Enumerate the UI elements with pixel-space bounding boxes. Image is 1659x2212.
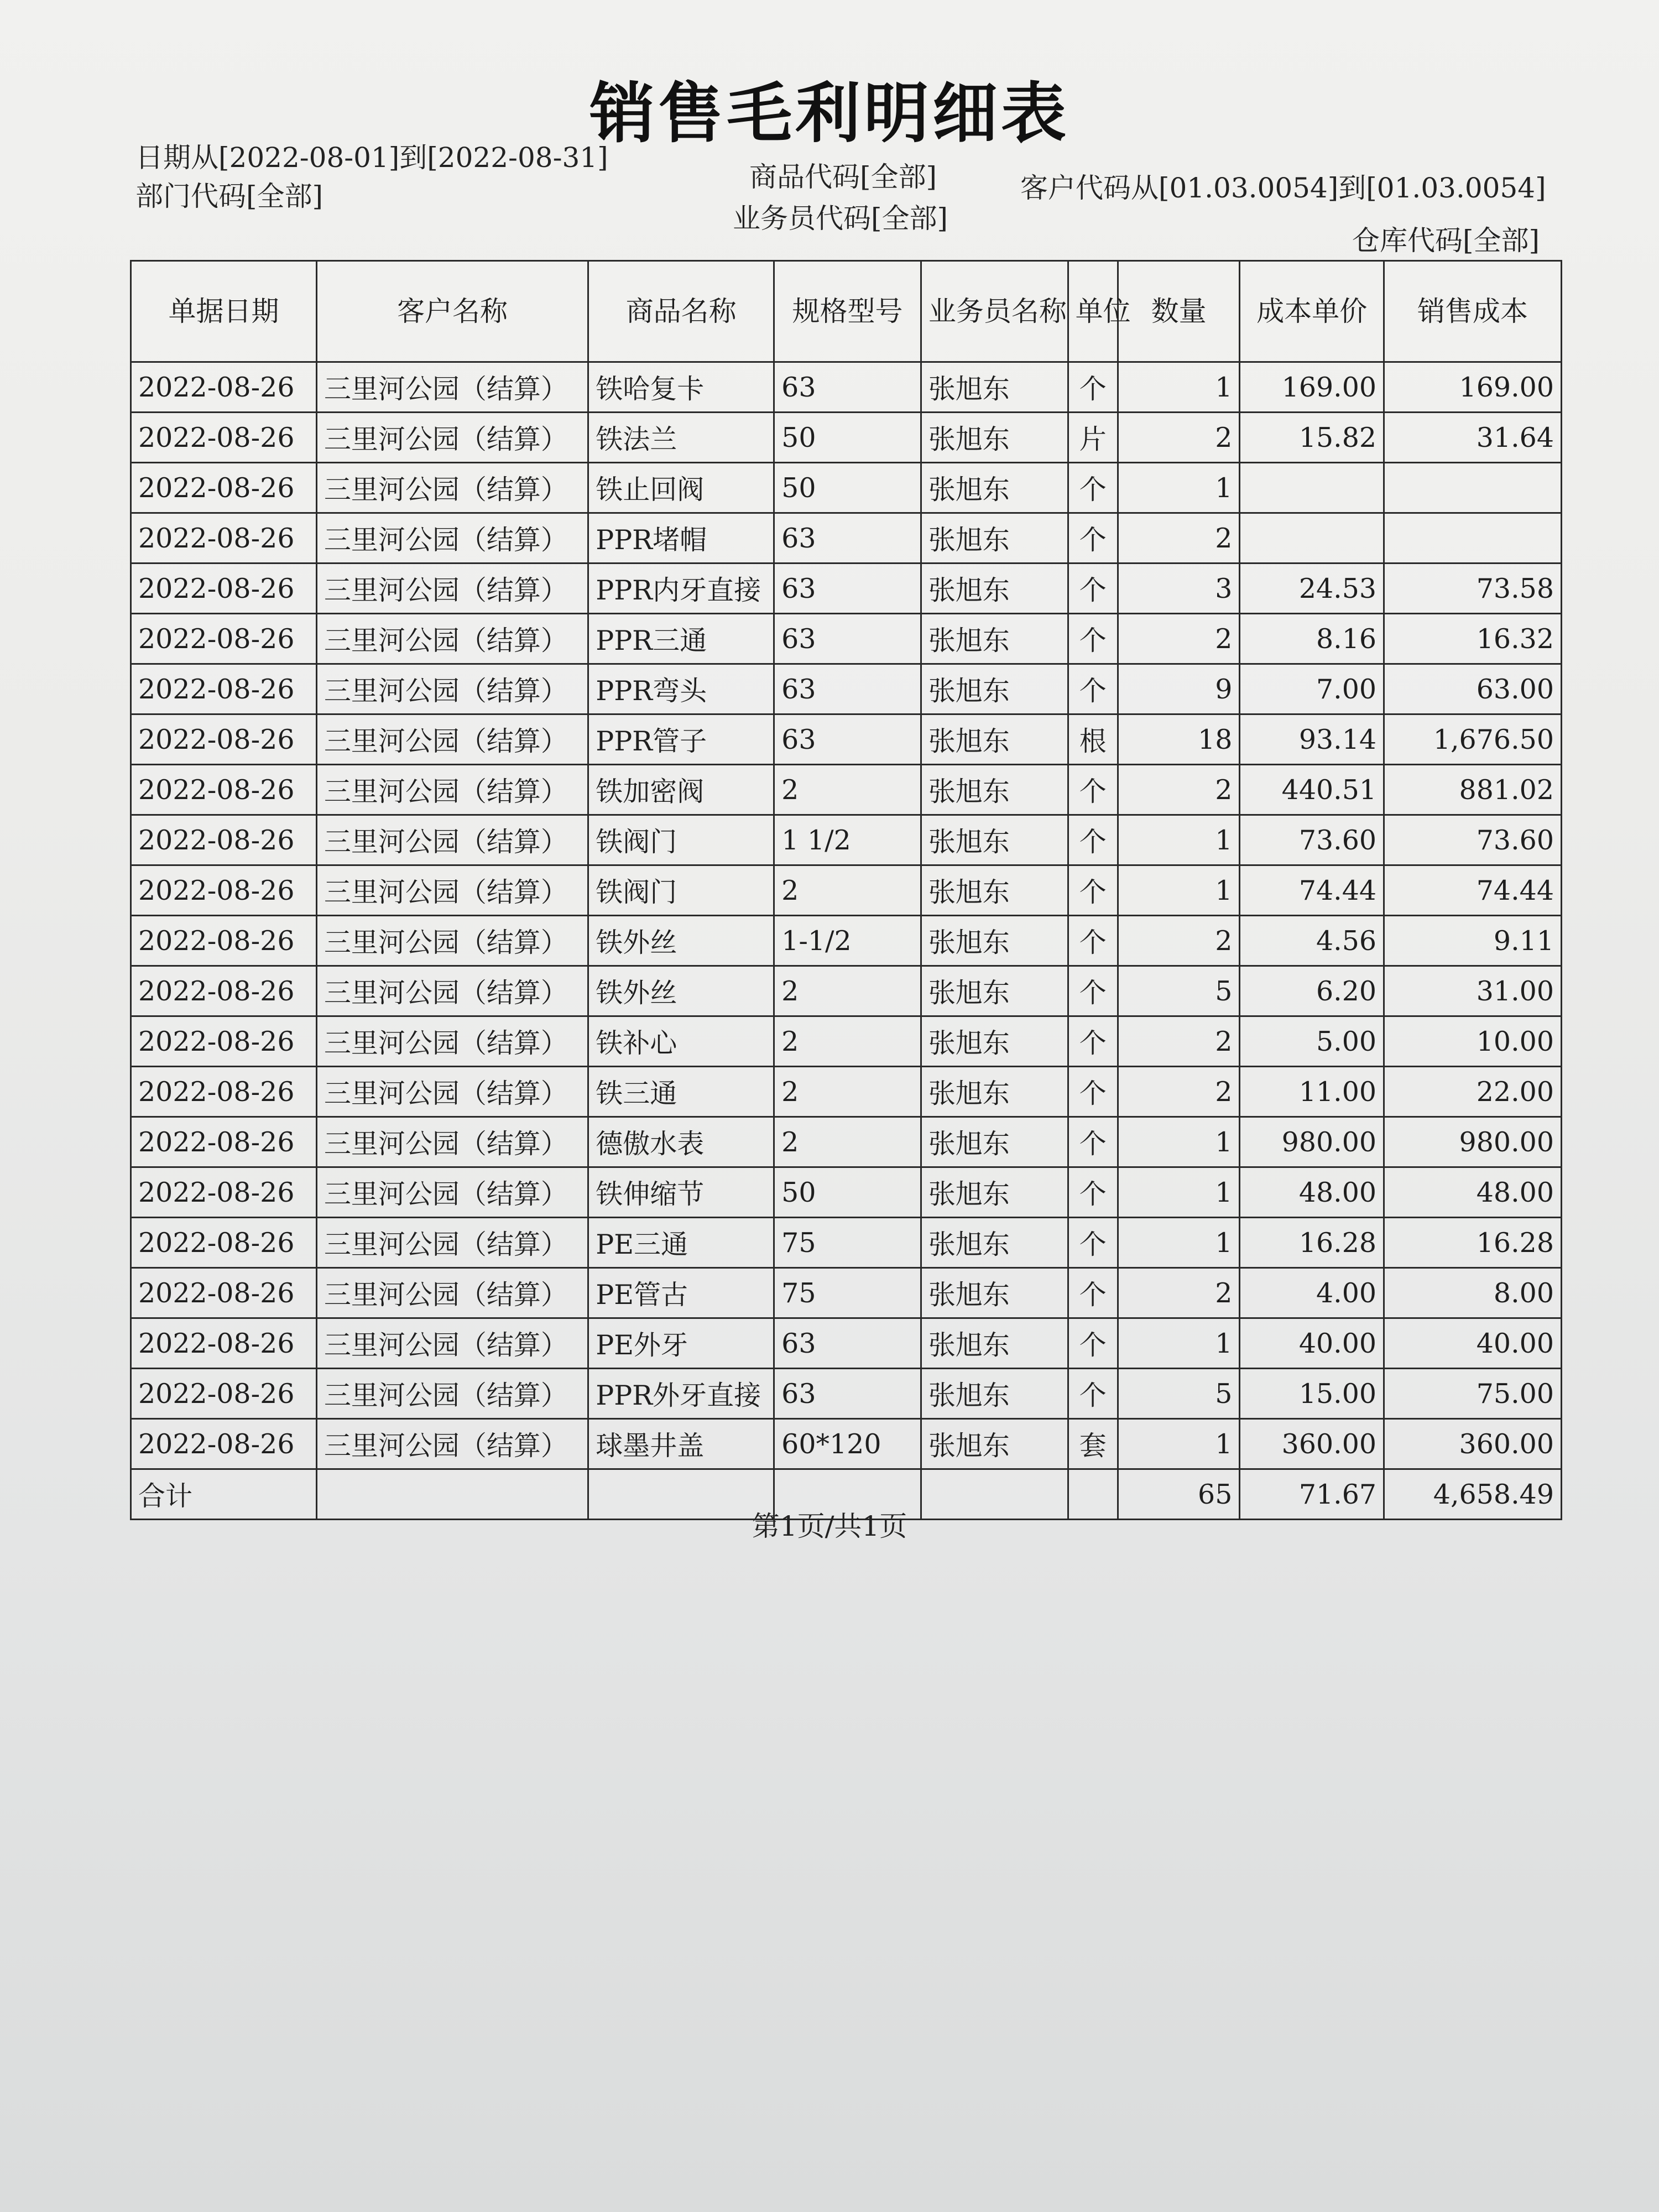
- table-header-row: [131, 261, 1562, 362]
- header-product: 商品名称: [588, 261, 774, 362]
- cell-sales-cost: 48.00: [1384, 1167, 1562, 1218]
- cell-unit-cost: 93.14: [1240, 714, 1384, 765]
- cell-qty: 2: [1118, 1268, 1240, 1318]
- cell-sales-cost: [1384, 513, 1562, 564]
- cell-salesperson: 张旭东: [921, 1117, 1068, 1167]
- cell-unit-cost: 48.00: [1240, 1167, 1384, 1218]
- cell-spec: 2: [774, 765, 921, 815]
- cell-salesperson: 张旭东: [921, 1016, 1068, 1067]
- cell-date: 2022-08-26: [131, 413, 317, 463]
- cell-product: PPR管子: [588, 714, 774, 765]
- cell-date: 2022-08-26: [131, 1218, 317, 1268]
- cell-spec: 2: [774, 966, 921, 1016]
- cell-spec: 50: [774, 413, 921, 463]
- cell-customer: 三里河公园（结算）: [316, 564, 588, 614]
- cell-product: 铁加密阀: [588, 765, 774, 815]
- cell-unit: 个: [1068, 1016, 1118, 1067]
- cell-unit: 个: [1068, 614, 1118, 664]
- cell-unit: 个: [1068, 564, 1118, 614]
- table-row: [131, 564, 1562, 614]
- cell-salesperson: 张旭东: [921, 564, 1068, 614]
- cell-product: 铁阀门: [588, 865, 774, 916]
- total-label: 合计: [131, 1469, 317, 1520]
- header-customer: 客户名称: [316, 261, 588, 362]
- cell-product: PPR外牙直接: [588, 1369, 774, 1419]
- cell-spec: 63: [774, 513, 921, 564]
- table-row: [131, 865, 1562, 916]
- cell-date: 2022-08-26: [131, 815, 317, 865]
- cell-unit: 个: [1068, 1067, 1118, 1117]
- cell-sales-cost: 22.00: [1384, 1067, 1562, 1117]
- cell-qty: 2: [1118, 413, 1240, 463]
- cell-salesperson: 张旭东: [921, 1318, 1068, 1369]
- cell-product: PE三通: [588, 1218, 774, 1268]
- cell-unit-cost: 15.82: [1240, 413, 1384, 463]
- cell-sales-cost: [1384, 463, 1562, 513]
- table-row: [131, 513, 1562, 564]
- report-title: 销售毛利明细表: [589, 75, 1070, 152]
- warehouse-code-filter: 仓库代码[全部]: [1352, 225, 1540, 257]
- cell-date: 2022-08-26: [131, 865, 317, 916]
- cell-spec: 60*120: [774, 1419, 921, 1469]
- header-qty: 数量: [1118, 261, 1240, 362]
- cell-unit: 个: [1068, 815, 1118, 865]
- cell-date: 2022-08-26: [131, 664, 317, 714]
- cell-unit-cost: 15.00: [1240, 1369, 1384, 1419]
- cell-salesperson: 张旭东: [921, 513, 1068, 564]
- cell-unit: 个: [1068, 463, 1118, 513]
- cell-customer: 三里河公园（结算）: [316, 463, 588, 513]
- cell-salesperson: 张旭东: [921, 916, 1068, 966]
- customer-code-filter: 客户代码从[01.03.0054]到[01.03.0054]: [1020, 172, 1546, 204]
- cell-date: 2022-08-26: [131, 1167, 317, 1218]
- cell-unit-cost: 360.00: [1240, 1419, 1384, 1469]
- cell-sales-cost: 16.32: [1384, 614, 1562, 664]
- cell-qty: 1: [1118, 362, 1240, 413]
- cell-unit-cost: [1240, 463, 1384, 513]
- cell-customer: 三里河公园（结算）: [316, 1167, 588, 1218]
- cell-product: 铁外丝: [588, 916, 774, 966]
- cell-sales-cost: 980.00: [1384, 1117, 1562, 1167]
- cell-unit-cost: 24.53: [1240, 564, 1384, 614]
- cell-qty: 18: [1118, 714, 1240, 765]
- cell-qty: 1: [1118, 463, 1240, 513]
- cell-product: 铁伸缩节: [588, 1167, 774, 1218]
- header-unit-cost: 成本单价: [1240, 261, 1384, 362]
- cell-date: 2022-08-26: [131, 765, 317, 815]
- cell-date: 2022-08-26: [131, 916, 317, 966]
- cell-spec: 1 1/2: [774, 815, 921, 865]
- cell-sales-cost: 75.00: [1384, 1369, 1562, 1419]
- cell-date: 2022-08-26: [131, 463, 317, 513]
- cell-unit-cost: [1240, 513, 1384, 564]
- cell-spec: 63: [774, 614, 921, 664]
- cell-customer: 三里河公园（结算）: [316, 815, 588, 865]
- cell-unit: 个: [1068, 916, 1118, 966]
- cell-unit: 根: [1068, 714, 1118, 765]
- cell-date: 2022-08-26: [131, 1419, 317, 1469]
- cell-qty: 1: [1118, 1318, 1240, 1369]
- header-sales-cost: 销售成本: [1384, 261, 1562, 362]
- cell-salesperson: 张旭东: [921, 1268, 1068, 1318]
- table-row: [131, 966, 1562, 1016]
- table-row: [131, 916, 1562, 966]
- table-row: [131, 614, 1562, 664]
- cell-date: 2022-08-26: [131, 564, 317, 614]
- cell-customer: 三里河公园（结算）: [316, 1419, 588, 1469]
- cell-spec: 50: [774, 463, 921, 513]
- cell-spec: 63: [774, 564, 921, 614]
- cell-customer: 三里河公园（结算）: [316, 1318, 588, 1369]
- total-sales-cost: 4,658.49: [1384, 1469, 1562, 1520]
- cell-customer: 三里河公园（结算）: [316, 1268, 588, 1318]
- cell-customer: 三里河公园（结算）: [316, 362, 588, 413]
- cell-unit: 个: [1068, 1318, 1118, 1369]
- cell-salesperson: 张旭东: [921, 362, 1068, 413]
- cell-salesperson: 张旭东: [921, 413, 1068, 463]
- product-code-filter: 商品代码[全部]: [749, 161, 937, 193]
- cell-salesperson: 张旭东: [921, 815, 1068, 865]
- cell-salesperson: 张旭东: [921, 865, 1068, 916]
- cell-qty: 2: [1118, 1067, 1240, 1117]
- cell-unit-cost: 440.51: [1240, 765, 1384, 815]
- cell-unit-cost: 6.20: [1240, 966, 1384, 1016]
- table-row: [131, 765, 1562, 815]
- header-spec: 规格型号: [774, 261, 921, 362]
- cell-sales-cost: 16.28: [1384, 1218, 1562, 1268]
- table-row: [131, 1268, 1562, 1318]
- cell-spec: 2: [774, 865, 921, 916]
- cell-date: 2022-08-26: [131, 1016, 317, 1067]
- cell-product: 铁阀门: [588, 815, 774, 865]
- cell-unit-cost: 980.00: [1240, 1117, 1384, 1167]
- cell-sales-cost: 9.11: [1384, 916, 1562, 966]
- table-row: [131, 664, 1562, 714]
- cell-qty: 2: [1118, 765, 1240, 815]
- table-row: [131, 413, 1562, 463]
- cell-unit-cost: 40.00: [1240, 1318, 1384, 1369]
- cell-qty: 2: [1118, 513, 1240, 564]
- cell-sales-cost: 360.00: [1384, 1419, 1562, 1469]
- cell-unit: 片: [1068, 413, 1118, 463]
- cell-customer: 三里河公园（结算）: [316, 1218, 588, 1268]
- cell-product: 德傲水表: [588, 1117, 774, 1167]
- cell-qty: 1: [1118, 1218, 1240, 1268]
- cell-customer: 三里河公园（结算）: [316, 765, 588, 815]
- cell-qty: 1: [1118, 865, 1240, 916]
- cell-qty: 2: [1118, 1016, 1240, 1067]
- department-filter: 部门代码[全部]: [135, 180, 324, 212]
- cell-date: 2022-08-26: [131, 1369, 317, 1419]
- cell-product: PPR内牙直接: [588, 564, 774, 614]
- table-row: [131, 463, 1562, 513]
- cell-qty: 5: [1118, 966, 1240, 1016]
- table-row: [131, 1117, 1562, 1167]
- cell-unit-cost: 74.44: [1240, 865, 1384, 916]
- cell-qty: 3: [1118, 564, 1240, 614]
- cell-qty: 1: [1118, 1117, 1240, 1167]
- cell-unit: 个: [1068, 1218, 1118, 1268]
- cell-customer: 三里河公园（结算）: [316, 966, 588, 1016]
- cell-unit-cost: 5.00: [1240, 1016, 1384, 1067]
- cell-product: 铁止回阀: [588, 463, 774, 513]
- cell-sales-cost: 31.64: [1384, 413, 1562, 463]
- cell-sales-cost: 73.58: [1384, 564, 1562, 614]
- cell-sales-cost: 881.02: [1384, 765, 1562, 815]
- table-row: [131, 362, 1562, 413]
- cell-sales-cost: 8.00: [1384, 1268, 1562, 1318]
- cell-unit: 个: [1068, 966, 1118, 1016]
- cell-salesperson: 张旭东: [921, 614, 1068, 664]
- cell-salesperson: 张旭东: [921, 1167, 1068, 1218]
- cell-salesperson: 张旭东: [921, 714, 1068, 765]
- cell-product: 球墨井盖: [588, 1419, 774, 1469]
- cell-salesperson: 张旭东: [921, 463, 1068, 513]
- cell-qty: 1: [1118, 815, 1240, 865]
- cell-salesperson: 张旭东: [921, 765, 1068, 815]
- table-row: [131, 1016, 1562, 1067]
- cell-sales-cost: 40.00: [1384, 1318, 1562, 1369]
- cell-spec: 63: [774, 1369, 921, 1419]
- cell-spec: 2: [774, 1016, 921, 1067]
- table-row: [131, 1419, 1562, 1469]
- cell-customer: 三里河公园（结算）: [316, 916, 588, 966]
- cell-qty: 9: [1118, 664, 1240, 714]
- cell-date: 2022-08-26: [131, 1117, 317, 1167]
- cell-date: 2022-08-26: [131, 1268, 317, 1318]
- cell-unit-cost: 4.00: [1240, 1268, 1384, 1318]
- table-row: [131, 1369, 1562, 1419]
- cell-spec: 63: [774, 362, 921, 413]
- cell-date: 2022-08-26: [131, 1067, 317, 1117]
- cell-unit-cost: 169.00: [1240, 362, 1384, 413]
- cell-product: 铁三通: [588, 1067, 774, 1117]
- cell-product: PPR弯头: [588, 664, 774, 714]
- header-salesperson: 业务员名称: [921, 261, 1068, 362]
- cell-salesperson: 张旭东: [921, 1419, 1068, 1469]
- cell-spec: 2: [774, 1067, 921, 1117]
- cell-date: 2022-08-26: [131, 1318, 317, 1369]
- cell-spec: 1-1/2: [774, 916, 921, 966]
- cell-qty: 2: [1118, 916, 1240, 966]
- header-unit: 单位: [1068, 261, 1118, 362]
- cell-spec: 2: [774, 1117, 921, 1167]
- cell-spec: 63: [774, 714, 921, 765]
- cell-unit-cost: 4.56: [1240, 916, 1384, 966]
- cell-product: PE外牙: [588, 1318, 774, 1369]
- cell-unit: 个: [1068, 362, 1118, 413]
- cell-unit-cost: 8.16: [1240, 614, 1384, 664]
- cell-customer: 三里河公园（结算）: [316, 513, 588, 564]
- cell-date: 2022-08-26: [131, 614, 317, 664]
- cell-sales-cost: 73.60: [1384, 815, 1562, 865]
- cell-product: PPR三通: [588, 614, 774, 664]
- cell-unit-cost: 16.28: [1240, 1218, 1384, 1268]
- cell-qty: 1: [1118, 1419, 1240, 1469]
- cell-sales-cost: 74.44: [1384, 865, 1562, 916]
- cell-product: 铁补心: [588, 1016, 774, 1067]
- cell-qty: 2: [1118, 614, 1240, 664]
- cell-unit: 个: [1068, 1167, 1118, 1218]
- cell-spec: 50: [774, 1167, 921, 1218]
- table-row: [131, 714, 1562, 765]
- date-range-filter: 日期从[2022-08-01]到[2022-08-31]: [135, 142, 608, 174]
- cell-unit: 个: [1068, 1268, 1118, 1318]
- cell-sales-cost: 31.00: [1384, 966, 1562, 1016]
- table-row: [131, 1318, 1562, 1369]
- cell-qty: 5: [1118, 1369, 1240, 1419]
- header-date: 单据日期: [131, 261, 317, 362]
- cell-customer: 三里河公园（结算）: [316, 714, 588, 765]
- cell-spec: 75: [774, 1268, 921, 1318]
- cell-qty: 1: [1118, 1167, 1240, 1218]
- salesperson-code-filter: 业务员代码[全部]: [733, 202, 948, 234]
- cell-customer: 三里河公园（结算）: [316, 614, 588, 664]
- cell-salesperson: 张旭东: [921, 1369, 1068, 1419]
- cell-customer: 三里河公园（结算）: [316, 1067, 588, 1117]
- cell-unit: 个: [1068, 765, 1118, 815]
- cell-sales-cost: 10.00: [1384, 1016, 1562, 1067]
- cell-spec: 63: [774, 1318, 921, 1369]
- cell-unit-cost: 7.00: [1240, 664, 1384, 714]
- cell-unit: 个: [1068, 865, 1118, 916]
- cell-salesperson: 张旭东: [921, 966, 1068, 1016]
- table-row: [131, 1167, 1562, 1218]
- sales-margin-table: [130, 260, 1562, 1520]
- cell-product: 铁哈复卡: [588, 362, 774, 413]
- cell-sales-cost: 169.00: [1384, 362, 1562, 413]
- cell-sales-cost: 1,676.50: [1384, 714, 1562, 765]
- cell-spec: 63: [774, 664, 921, 714]
- table-row: [131, 1218, 1562, 1268]
- cell-product: PPR堵帽: [588, 513, 774, 564]
- cell-salesperson: 张旭东: [921, 1067, 1068, 1117]
- cell-spec: 75: [774, 1218, 921, 1268]
- cell-product: 铁外丝: [588, 966, 774, 1016]
- cell-unit: 个: [1068, 513, 1118, 564]
- cell-unit-cost: 73.60: [1240, 815, 1384, 865]
- total-qty: 65: [1118, 1469, 1240, 1520]
- page-number: 第1页/共1页: [752, 1510, 907, 1542]
- cell-customer: 三里河公园（结算）: [316, 1117, 588, 1167]
- cell-unit: 个: [1068, 1369, 1118, 1419]
- cell-salesperson: 张旭东: [921, 664, 1068, 714]
- cell-customer: 三里河公园（结算）: [316, 865, 588, 916]
- cell-unit: 个: [1068, 664, 1118, 714]
- cell-product: PE管古: [588, 1268, 774, 1318]
- table-row: [131, 815, 1562, 865]
- total-unit-cost: 71.67: [1240, 1469, 1384, 1520]
- cell-unit: 个: [1068, 1117, 1118, 1167]
- cell-salesperson: 张旭东: [921, 1218, 1068, 1268]
- cell-customer: 三里河公园（结算）: [316, 413, 588, 463]
- cell-date: 2022-08-26: [131, 513, 317, 564]
- cell-date: 2022-08-26: [131, 362, 317, 413]
- cell-sales-cost: 63.00: [1384, 664, 1562, 714]
- cell-customer: 三里河公园（结算）: [316, 664, 588, 714]
- cell-customer: 三里河公园（结算）: [316, 1369, 588, 1419]
- cell-product: 铁法兰: [588, 413, 774, 463]
- cell-customer: 三里河公园（结算）: [316, 1016, 588, 1067]
- table-row: [131, 1067, 1562, 1117]
- table-body: [131, 362, 1562, 1469]
- cell-unit: 套: [1068, 1419, 1118, 1469]
- cell-unit-cost: 11.00: [1240, 1067, 1384, 1117]
- cell-date: 2022-08-26: [131, 714, 317, 765]
- cell-date: 2022-08-26: [131, 966, 317, 1016]
